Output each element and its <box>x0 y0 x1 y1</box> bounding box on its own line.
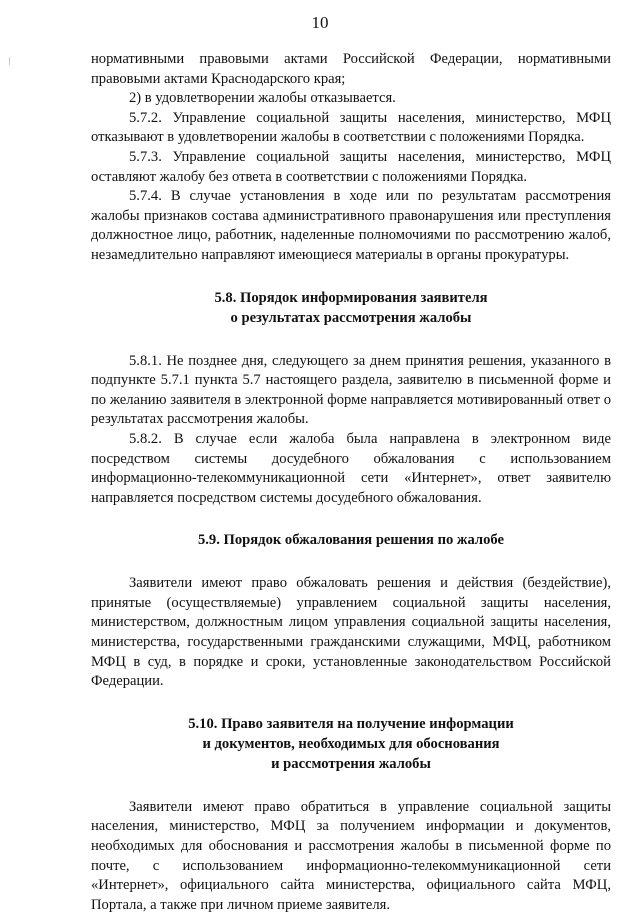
paragraph-5-7-2: 5.7.2. Управление социальной защиты населения, министерство, МФЦ отказывают в удовлетворении жалобы в соответствии с положениями Порядка. <box>91 109 611 146</box>
heading-5-10-line-3: и рассмотрения жалобы <box>271 755 431 772</box>
section-heading-5-10 <box>91 714 611 774</box>
document-body <box>91 50 611 915</box>
heading-5-10-line-1: 5.10. Право заявителя на получение информации <box>188 715 514 732</box>
paragraph-5-7-4: 5.7.4. В случае установления в ходе или по результатам рассмотрения жалобы признаков состава административного правонарушения или преступления должностное лицо, работник, наделенные полномочиями по рассмотрению жалоб, незамедлительно направляют имеющиеся материалы в органы прокуратуры. <box>91 188 611 263</box>
paragraph-5-8-2: 5.8.2. В случае если жалоба была направлена в электронном виде посредством системы досудебного обжалования с использованием информационно-телекоммуникационной сети «Интернет», ответ заявителю направляется посредством системы досудебного обжалования. <box>91 430 611 506</box>
paragraph-5-8-1: 5.8.1. Не позднее дня, следующего за днем принятия решения, указанного в подпункте 5.7.1 пункта 5.7 настоящего раздела, заявителю в письменной форме и по желанию заявителя в электронной форме направляется мотивированный ответ о результатах рассмотрения жалобы. <box>91 352 611 428</box>
paragraph-5-10: Заявители имеют право обратиться в управление социальной защиты населения, министерство, МФЦ за получением информации и документов, необходимых для обоснования и рассмотрения жалобы в письменной форме по почте, с использованием информационно-телекоммуникационной сети «Интернет», официального сайта министерства, официального сайта МФЦ, Портала, а также при личном приеме заявителя. <box>91 798 611 913</box>
section-heading-5-9 <box>91 530 611 550</box>
page-number: 10 <box>311 13 329 32</box>
section-heading-5-8 <box>91 288 611 328</box>
paragraph-5-9: Заявители имеют право обжаловать решения и действия (бездействие), принятые (осуществляемые) управлением социальной защиты населения, министерством, должностным лицом управления социальной защиты населения, министерства, государственными гражданскими служащими, МФЦ, работником МФЦ в суд, в порядке и сроки, установленные законодательством Российской Федерации. <box>91 575 611 690</box>
heading-5-10-line-2: и документов, необходимых для обоснования <box>202 735 500 752</box>
heading-5-9: 5.9. Порядок обжалования решения по жалобе <box>197 532 504 549</box>
paragraph-continuation: нормативными правовыми актами Российской Федерации, нормативными правовыми актами Краснодарского края; <box>91 51 611 87</box>
heading-5-8-line-2: о результатах рассмотрения жалобы <box>230 309 472 326</box>
paragraph-item-2: 2) в удовлетворении жалобы отказывается. <box>129 90 396 107</box>
paragraph-5-7-3: 5.7.3. Управление социальной защиты населения, министерство, МФЦ оставляют жалобу без ответа в соответствии с положениями Порядка. <box>91 148 611 185</box>
heading-5-8-line-1: 5.8. Порядок информирования заявителя <box>214 289 488 306</box>
margin-mark <box>9 57 10 65</box>
